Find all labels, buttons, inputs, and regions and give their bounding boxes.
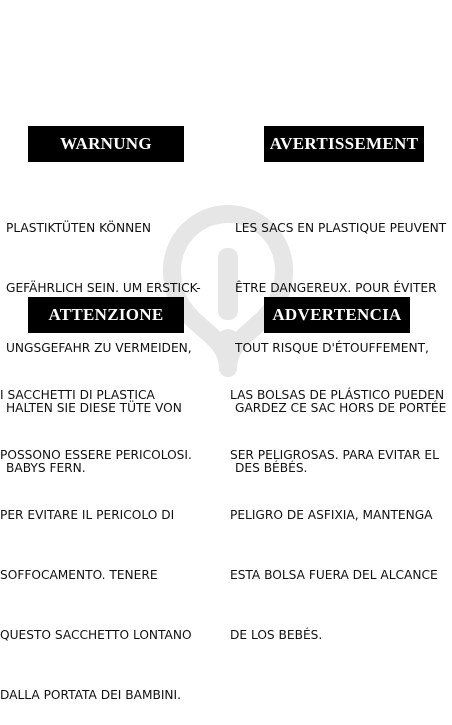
text-line: PER EVITARE IL PERICOLO DI [0,508,175,522]
text-line: PELIGRO DE ASFIXIA, MANTENGA [230,508,433,522]
text-line: GEFÄHRLICH SEIN. UM ERSTICK- [6,281,201,295]
text-line: BABYS FERN. [6,461,86,475]
text-line: GARDEZ CE SAC HORS DE PORTÉE [235,401,447,415]
warning-heading-french: AVERTISSEMENT [264,126,424,162]
text-line: LAS BOLSAS DE PLÁSTICO PUEDEN [230,388,445,402]
text-line: LES SACS EN PLASTIQUE PEUVENT [235,221,447,235]
text-line: ESTA BOLSA FUERA DEL ALCANCE [230,568,438,582]
text-line: SOFFOCAMENTO. TENERE [0,568,158,582]
text-line: TOUT RISQUE D'ÉTOUFFEMENT, [235,341,429,355]
text-line: DALLA PORTATA DEI BAMBINI. [0,688,182,702]
warning-text-italian [0,345,192,725]
text-line: I SACCHETTI DI PLASTICA [0,388,155,402]
text-line: POSSONO ESSERE PERICOLOSI. [0,448,192,462]
text-line: QUESTO SACCHETTO LONTANO [0,628,192,642]
warning-text-spanish [230,345,447,665]
text-line: DES BÉBÉS. [235,461,308,475]
warning-heading-german: WARNUNG [28,126,184,162]
text-line: SER PELIGROSAS. PARA EVITAR EL [230,448,439,462]
warning-heading-italian: ATTENZIONE [28,297,184,333]
text-line: PLASTIKTÜTEN KÖNNEN [6,221,152,235]
warning-heading-spanish: ADVERTENCIA [264,297,410,333]
text-line: HALTEN SIE DIESE TÜTE VON [6,401,182,415]
text-line: UNGSGEFAHR ZU VERMEIDEN, [6,341,192,355]
text-line: ÊTRE DANGEREUX. POUR ÉVITER [235,281,437,295]
text-line: DE LOS BEBÉS. [230,628,323,642]
